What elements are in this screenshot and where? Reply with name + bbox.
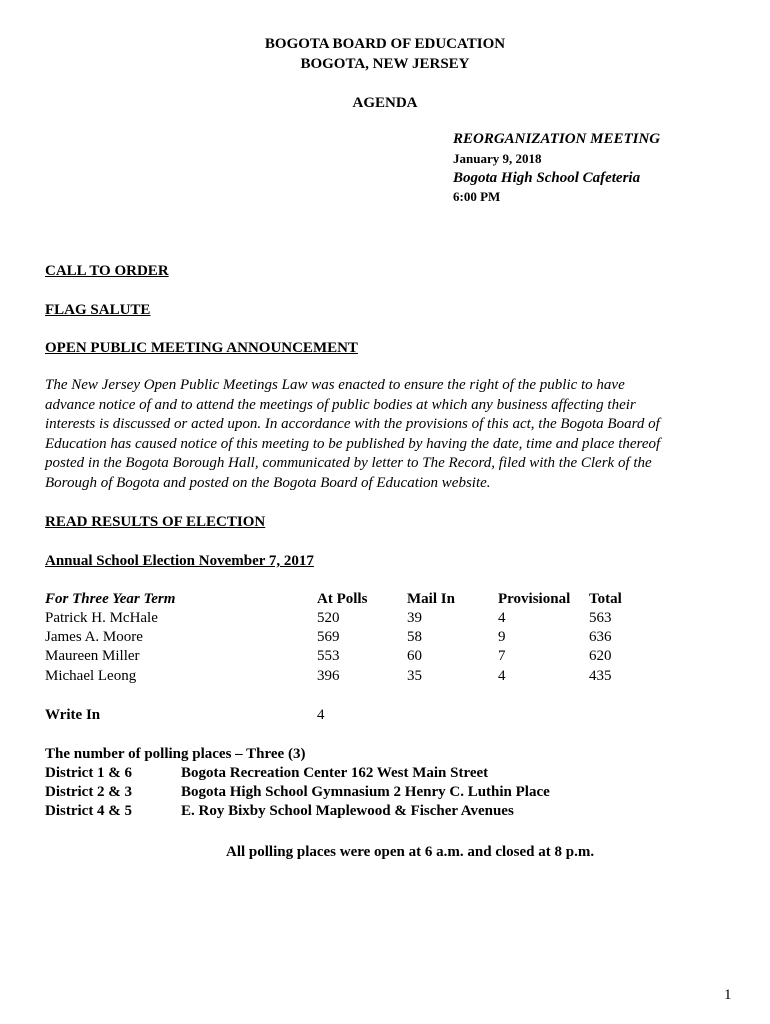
col-header-at-polls: At Polls	[317, 591, 368, 607]
announcement-paragraph	[45, 376, 735, 494]
polling-location: Bogota Recreation Center 162 West Main Street	[181, 765, 489, 781]
candidate-name: Patrick H. McHale	[45, 610, 158, 626]
total-value: 620	[589, 648, 612, 664]
col-header-provisional: Provisional	[498, 591, 571, 607]
total-value: 636	[589, 629, 612, 645]
flag-salute-heading: FLAG SALUTE	[45, 302, 151, 318]
announcement-line: The New Jersey Open Public Meetings Law was enacted to ensure the right of the public to have	[45, 377, 625, 393]
provisional-value: 4	[498, 610, 506, 626]
at-polls-value: 520	[317, 610, 340, 626]
announcement-line: posted in the Bogota Borough Hall, communicated by letter to The Record, filed with the Clerk of the	[45, 455, 652, 472]
page-number: 1	[724, 987, 732, 1003]
meeting-date: January 9, 2018	[453, 151, 542, 166]
open-public-meeting-heading: OPEN PUBLIC MEETING ANNOUNCEMENT	[45, 340, 358, 356]
read-results-heading: READ RESULTS OF ELECTION	[45, 514, 266, 530]
announcement-line: advance notice of and to attend the meetings of public bodies at which any business affecting their	[45, 396, 636, 413]
at-polls-value: 396	[317, 668, 340, 684]
meeting-type: REORGANIZATION MEETING	[453, 131, 661, 147]
district-label: District 1 & 6	[45, 765, 133, 781]
district-label: District 2 & 3	[45, 784, 133, 800]
mail-in-value: 60	[407, 648, 422, 664]
candidate-name: Maureen Miller	[45, 648, 140, 664]
polling-location: E. Roy Bixby School Maplewood & Fischer Avenues	[181, 803, 514, 819]
agenda-title: AGENDA	[352, 95, 418, 111]
at-polls-value: 569	[317, 629, 340, 645]
header-line-1: BOGOTA BOARD OF EDUCATION	[264, 36, 506, 52]
announcement-line: interests is discussed or acted upon. In accordance with the provisions of this act, the Bogota Board of	[45, 416, 660, 433]
write-in-label: Write In	[45, 707, 101, 723]
polling-location: Bogota High School Gymnasium 2 Henry C. Luthin Place	[181, 784, 550, 800]
call-to-order-heading: CALL TO ORDER	[45, 263, 169, 279]
col-header-mail-in: Mail In	[407, 591, 455, 607]
mail-in-value: 35	[407, 668, 422, 684]
total-value: 563	[589, 610, 612, 626]
header-line-2: BOGOTA, NEW JERSEY	[300, 56, 470, 72]
col-header-term: For Three Year Term	[45, 591, 176, 607]
meeting-location: Bogota High School Cafeteria	[453, 170, 641, 186]
at-polls-value: 553	[317, 648, 340, 664]
candidate-name: James A. Moore	[45, 629, 143, 645]
district-label: District 4 & 5	[45, 803, 133, 819]
announcement-line: Borough of Bogota and posted on the Bogota Board of Education website.	[45, 474, 491, 491]
meeting-time: 6:00 PM	[453, 189, 501, 204]
candidate-name: Michael Leong	[45, 668, 137, 684]
provisional-value: 7	[498, 648, 506, 664]
polling-hours-note: All polling places were open at 6 a.m. and closed at 8 p.m.	[226, 844, 595, 860]
annual-election-heading: Annual School Election November 7, 2017	[45, 553, 314, 569]
polling-places-title: The number of polling places – Three (3)	[45, 746, 306, 762]
mail-in-value: 58	[407, 629, 422, 645]
provisional-value: 9	[498, 629, 506, 645]
col-header-total: Total	[589, 591, 622, 607]
write-in-value: 4	[317, 707, 325, 723]
provisional-value: 4	[498, 668, 506, 684]
total-value: 435	[589, 668, 612, 684]
announcement-line: Education has caused notice of this meeting to be published by having the date, time and place thereof	[45, 435, 661, 452]
mail-in-value: 39	[407, 610, 422, 626]
